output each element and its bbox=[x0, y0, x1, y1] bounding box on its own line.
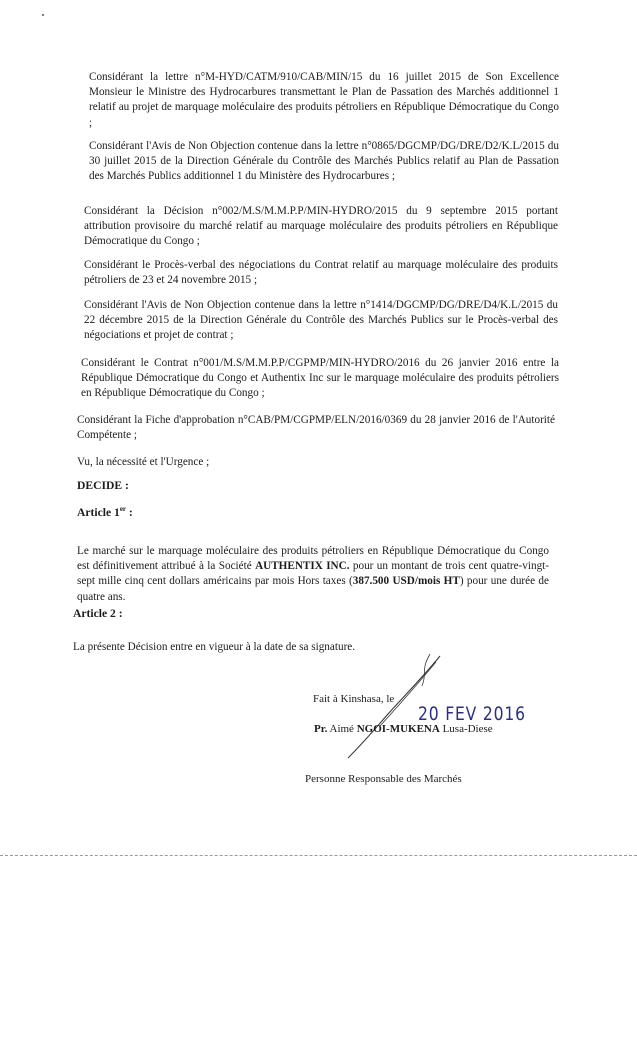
article-1-text-part-2: pour un montant de trois cent quatre-vingt-sept mille cinq cent dollars américains par mois Hors taxes ( bbox=[77, 560, 549, 588]
vu-urgence: Vu, la nécessité et l'Urgence ; bbox=[77, 456, 210, 468]
considerant-6: Considérant le Contrat n°001/M.S/M.M.P.P/CGPMP/MIN-HYDRO/2016 du 26 janvier 2016 entre la République Démocratique du Congo et Authentix Inc sur le marquage moléculaire des produits pétroliers en République Démocratique du Congo ; bbox=[81, 357, 559, 400]
signatory-name bbox=[314, 723, 493, 735]
date-stamp: 20 FEV 2016 bbox=[418, 703, 526, 725]
considerant-1: Considérant la lettre n°M-HYD/CATM/910/CAB/MIN/15 du 16 juillet 2015 de Son Excellence Monsieur le Ministre des Hydrocarbures transmettant le Plan de Passation des Marchés additionnel 1 relatif au projet de marquage moléculaire des produits pétroliers en République Démocratique du Congo ; bbox=[89, 71, 559, 129]
considerant-2: Considérant l'Avis de Non Objection contenue dans la lettre n°0865/DGCMP/DG/DRE/D2/K.L/2015 du 30 juillet 2015 de la Direction Générale du Contrôle des Marchés Publics relatif au Plan de Passation des Marchés Publics additionnel 1 du Ministère des Hydrocarbures ; bbox=[89, 140, 559, 183]
signatory-title: Pr. bbox=[314, 723, 328, 735]
article-1-label: Article 1 bbox=[77, 505, 120, 519]
considerant-4: Considérant le Procès-verbal des négociations du Contrat relatif au marquage moléculaire des produits pétroliers de 23 et 24 novembre 2015 ; bbox=[84, 259, 558, 287]
signatory-role: Personne Responsable des Marchés bbox=[305, 773, 462, 785]
signatory-first-name: Aimé bbox=[329, 723, 354, 735]
considerant-5: Considérant l'Avis de Non Objection contenue dans la lettre n°1414/DGCMP/DG/DRE/D4/K.L/2015 du 22 décembre 2015 de la Direction Générale du Contrôle des Marchés Publics sur le Procès-verbal des négociations et projet de contrat ; bbox=[84, 299, 558, 342]
scan-speck bbox=[42, 14, 44, 16]
article-1-heading bbox=[77, 505, 133, 519]
article-1-text-part-3: ) pour une durée de quatre ans. bbox=[77, 575, 549, 603]
article-1-colon: : bbox=[126, 505, 133, 519]
article-2-text: La présente Décision entre en vigueur à la date de sa signature. bbox=[73, 641, 356, 653]
company-name: AUTHENTIX INC. bbox=[255, 560, 350, 573]
article-1-superscript: er bbox=[119, 505, 127, 513]
signature-place: Fait à Kinshasa, le bbox=[313, 693, 395, 705]
considerant-7: Considérant la Fiche d'approbation n°CAB/PM/CGPMP/ELN/2016/0369 du 28 janvier 2016 de l'Autorité Compétente ; bbox=[77, 414, 555, 442]
page-divider bbox=[0, 855, 637, 856]
signatory-surname: NGOI-MUKENA bbox=[356, 723, 440, 735]
article-2-heading: Article 2 : bbox=[73, 607, 123, 620]
article-1-text bbox=[77, 544, 549, 605]
signatory-suffix: Lusa-Diese bbox=[442, 723, 493, 735]
considerant-3: Considérant la Décision n°002/M.S/M.M.P.P/MIN-HYDRO/2015 du 9 septembre 2015 portant attribution provisoire du marché relatif au marquage moléculaire des produits pétroliers en République Démocratique du Congo ; bbox=[84, 205, 558, 248]
decide-heading: DECIDE : bbox=[77, 479, 129, 492]
article-1-text-part-1: Le marché sur le marquage moléculaire des produits pétroliers en République Démocratique du Congo est définitivement attribué à la Société bbox=[77, 545, 549, 573]
amount: 387.500 USD/mois HT bbox=[352, 575, 460, 588]
